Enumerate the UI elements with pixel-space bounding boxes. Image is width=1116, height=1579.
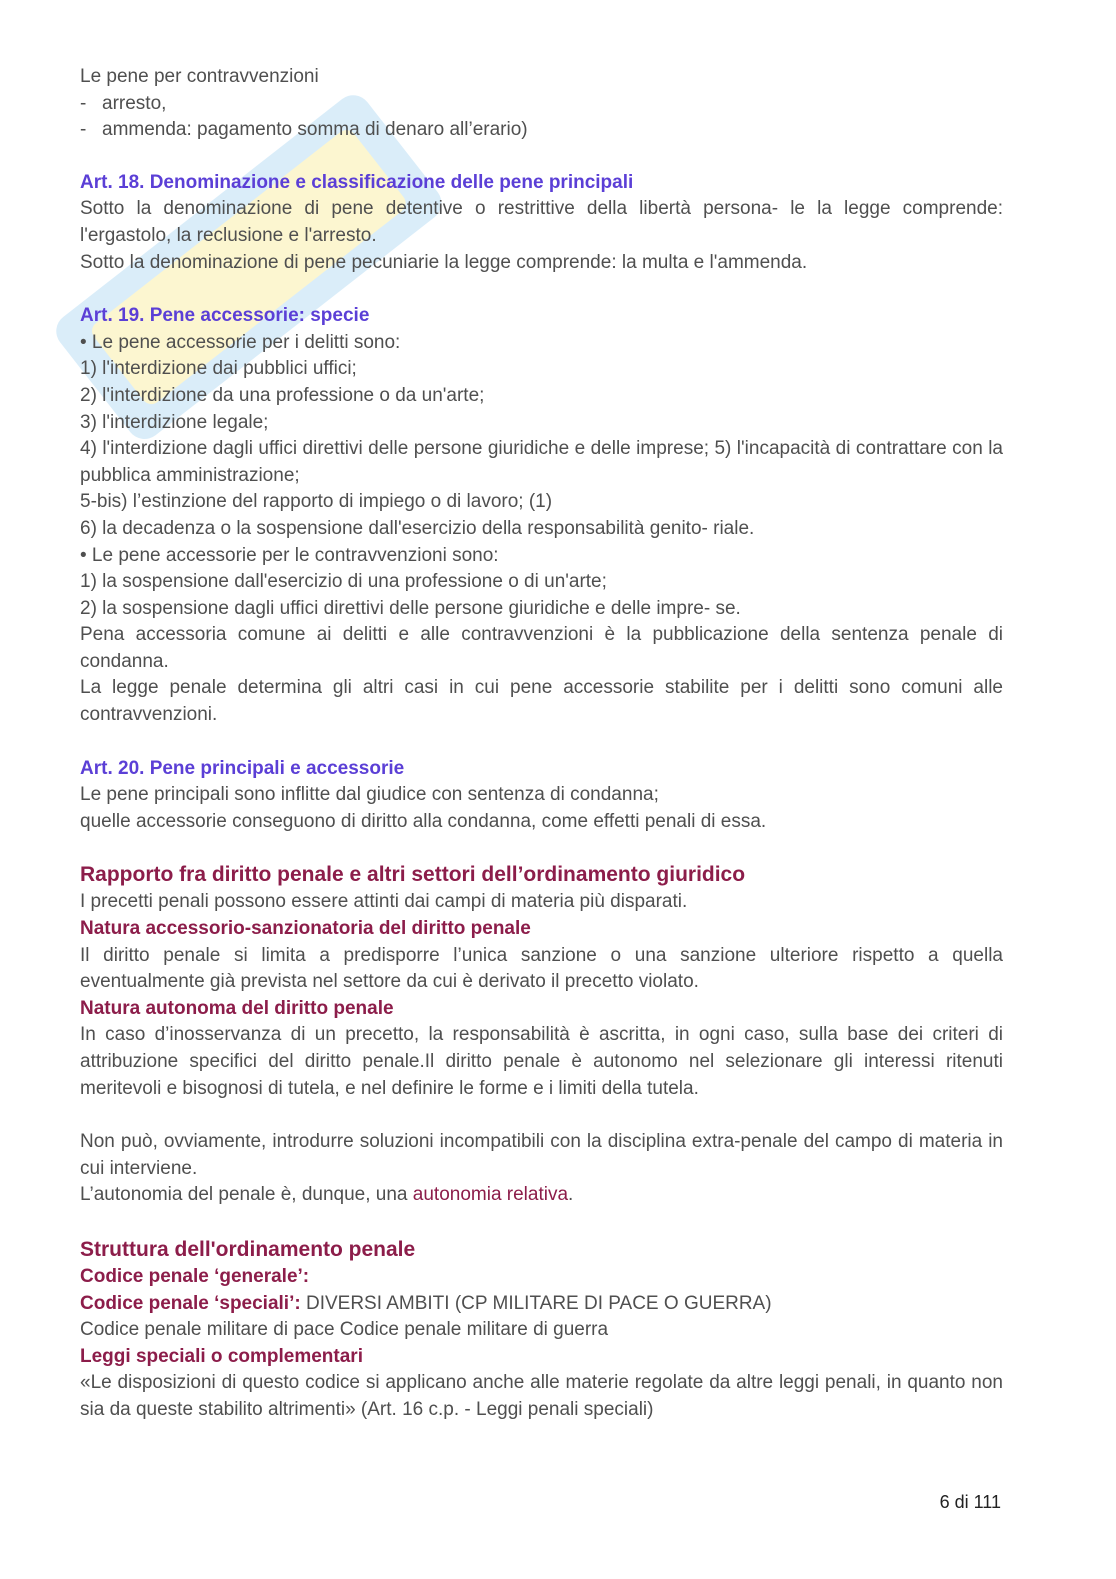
art19-line: 2) la sospensione dagli uffici direttivi delle persone giuridiche e delle impre- se. bbox=[80, 597, 741, 619]
art19-line: • Le pene accessorie per i delitti sono: bbox=[80, 331, 401, 353]
art20-line: quelle accessorie conseguono di diritto alla condanna, come effetti penali di essa. bbox=[80, 810, 767, 832]
rapporto-paragraph: Il diritto penale si limita a predisporre l’unica sanzione o una sanzione ulteriore rispetto a quella eventualmente già prevista nel settore da cui è derivato il precetto violato. bbox=[80, 944, 1003, 993]
art19-line: Pena accessoria comune ai delitti e alle contravvenzioni è la pubblicazione della sentenza penale di condanna. bbox=[80, 624, 1003, 672]
art19-line: 3) l'interdizione legale; bbox=[80, 411, 269, 433]
art20-heading: Art. 20. Pene principali e accessorie bbox=[80, 757, 405, 779]
rapporto-paragraph: L’autonomia del penale è, dunque, una autonomia relativa. bbox=[80, 1184, 574, 1206]
intro-item: - arresto, bbox=[80, 92, 167, 114]
rapporto-heading: Rapporto fra diritto penale e altri settori dell’ordinamento giuridico bbox=[80, 863, 746, 887]
art19-line: 2) l'interdizione da una professione o da un'arte; bbox=[80, 384, 485, 406]
art19-line: 1) l'interdizione dai pubblici uffici; bbox=[80, 358, 357, 380]
art18-heading: Art. 18. Denominazione e classificazione delle pene principali bbox=[80, 171, 634, 193]
art19-line: 6) la decadenza o la sospensione dall'esercizio della responsabilità genito- riale. bbox=[80, 517, 755, 539]
struttura-subheading: Codice penale ‘generale’: bbox=[80, 1265, 310, 1287]
rapporto-paragraph: In caso d’inosservanza di un precetto, la responsabilità è ascritta, in ogni caso, sulla base dei criteri di attribuzione specifici del diritto penale.Il diritto penale è autonomo nel selezionare gli interessi ritenuti meritevoli e bisognosi di tutela, e nel definire le forme e i limiti della tutela. bbox=[80, 1024, 1003, 1099]
art18-paragraph: Sotto la denominazione di pene pecuniarie la legge comprende: la multa e l'ammenda. bbox=[80, 251, 808, 273]
rapporto-subheading: Natura autonoma del diritto penale bbox=[80, 997, 394, 1019]
art19-line: 1) la sospensione dall'esercizio di una professione o di un'arte; bbox=[80, 571, 607, 593]
page-number: 6 di 111 bbox=[939, 1492, 1001, 1512]
rapporto-subheading: Natura accessorio-sanzionatoria del diritto penale bbox=[80, 918, 531, 940]
struttura-line: «Le disposizioni di questo codice si applicano anche alle materie regolate da altre leggi penali, in quanto non sia da queste stabilito altrimenti» (Art. 16 c.p. - Leggi penali speciali) bbox=[80, 1372, 1003, 1420]
rapporto-paragraph: Non può, ovviamente, introdurre soluzioni incompatibili con la disciplina extra-penale del campo di materia in cui interviene. bbox=[80, 1131, 1003, 1179]
art19-line: 4) l'interdizione dagli uffici direttivi delle persone giuridiche e delle imprese; 5) l'incapacità di contrattare con la pubblica amministrazione; bbox=[80, 438, 1003, 486]
autonomia-relativa-highlight: autonomia relativa bbox=[412, 1184, 569, 1206]
rapporto-paragraph: I precetti penali possono essere attinti dai campi di materia più disparati. bbox=[80, 891, 688, 913]
art18-paragraph: Sotto la denominazione di pene detentive o restrittive della libertà persona- le la legge comprende: l'ergastolo, la reclusione e l'arresto. bbox=[80, 198, 1003, 246]
document-page bbox=[80, 64, 1003, 1424]
intro-title: Le pene per contravvenzioni bbox=[80, 66, 319, 87]
art19-heading: Art. 19. Pene accessorie: specie bbox=[80, 305, 370, 327]
struttura-line: Codice penale ‘speciali’: DIVERSI AMBITI (CP MILITARE DI PACE O GUERRA) bbox=[80, 1292, 772, 1314]
intro-item: - ammenda: pagamento somma di denaro all’erario) bbox=[80, 119, 528, 141]
art19-line: 5-bis) l’estinzione del rapporto di impiego o di lavoro; (1) bbox=[80, 491, 553, 513]
art19-line: • Le pene accessorie per le contravvenzioni sono: bbox=[80, 544, 499, 566]
art20-line: Le pene principali sono inflitte dal giudice con sentenza di condanna; bbox=[80, 784, 659, 806]
struttura-heading: Struttura dell'ordinamento penale bbox=[80, 1237, 416, 1261]
struttura-subheading: Leggi speciali o complementari bbox=[80, 1345, 363, 1367]
art19-line: La legge penale determina gli altri casi in cui pene accessorie stabilite per i delitti sono comuni alle contravvenzioni. bbox=[80, 677, 1003, 726]
struttura-line: Codice penale militare di pace Codice penale militare di guerra bbox=[80, 1319, 609, 1341]
